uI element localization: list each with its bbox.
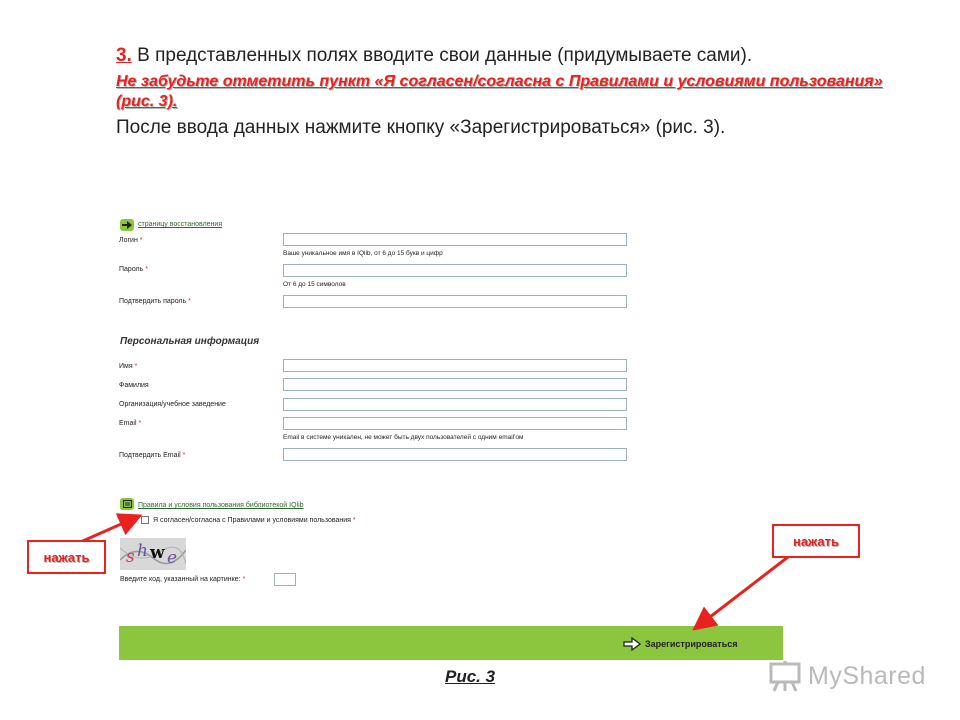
surname-label: Фамилия: [119, 382, 149, 389]
register-button[interactable]: Зарегистрироваться: [645, 639, 738, 649]
required-mark: *: [182, 452, 186, 459]
required-mark: *: [242, 576, 246, 583]
left-callout: нажать: [27, 540, 106, 574]
login-hint: Ваше уникальное имя в IQlib, от 6 до 15 букв и цифр: [283, 250, 443, 257]
right-callout-arrow: [697, 557, 788, 627]
email-hint: Email в системе уникален, не может быть двух пользователей с одним email'ом: [283, 434, 524, 441]
required-mark: *: [188, 298, 191, 305]
figure-caption: Рис. 3: [445, 667, 496, 686]
agreement-warning: Не забудьте отметить пункт «Я согласен/согласна с Правилами и условиями пользования» (рис. 3).: [116, 73, 883, 110]
password-label-text: Пароль: [119, 266, 144, 273]
personal-info-title: Персональная информация: [120, 336, 260, 347]
required-mark: *: [352, 517, 356, 524]
captcha-image: s h w e: [120, 538, 186, 570]
instruction-text-1: В представленных полях вводите свои данные (придумываете сами).: [131, 45, 753, 66]
agree-label-text: Я согласен/согласна с Правилами и условиями пользования: [153, 517, 351, 524]
confirm-email-label-text: Подтвердить Email: [119, 452, 181, 459]
login-label-text: Логин: [119, 237, 138, 244]
restore-page-link[interactable]: страницу восстановления: [138, 221, 223, 228]
watermark-text: MyShared: [808, 661, 926, 690]
organization-label: Организация/учебное заведение: [119, 401, 226, 408]
required-mark: *: [138, 420, 142, 427]
rules-link[interactable]: Правила и условия пользования библиотекой IQlib: [138, 502, 304, 509]
watermark: [768, 656, 938, 696]
name-label-text: Имя: [119, 363, 133, 370]
required-mark: *: [139, 237, 143, 244]
right-callout: нажать: [772, 524, 860, 558]
email-label-text: Email: [119, 420, 137, 427]
required-mark: *: [134, 363, 138, 370]
required-mark: *: [145, 266, 148, 273]
confirm-password-label-text: Подтвердить пароль: [119, 298, 187, 305]
instruction-line-3: После ввода данных нажмите кнопку «Зарегистрироваться» (рис. 3).: [116, 117, 726, 138]
password-hint: От 6 до 15 символов: [283, 281, 346, 288]
captcha-label-text: Введите код, указанный на картинке:: [120, 576, 241, 583]
presentation-board-icon: [768, 659, 802, 693]
step-number: 3.: [116, 45, 132, 66]
